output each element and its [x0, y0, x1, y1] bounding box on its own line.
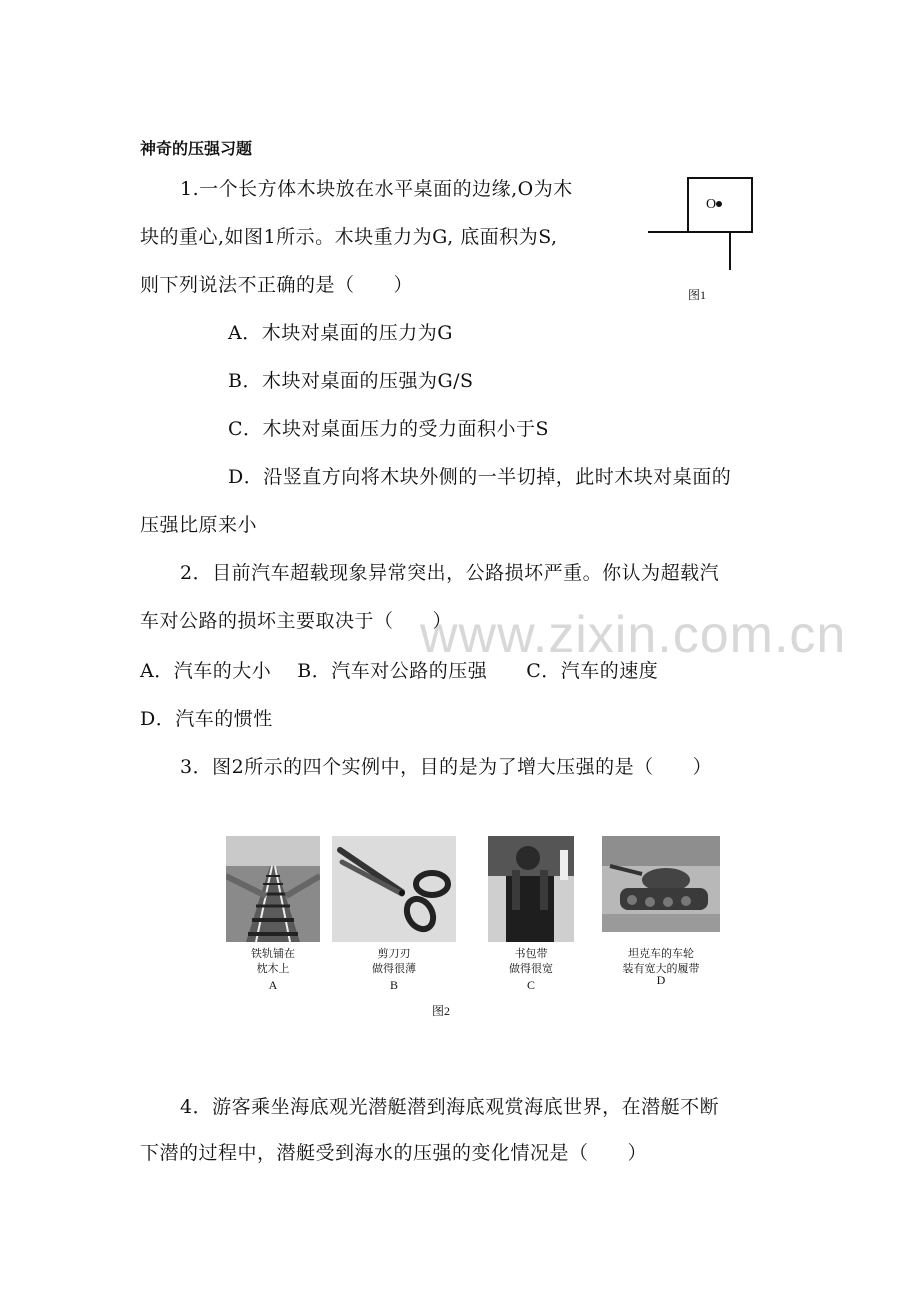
q2-options-line1: A．汽车的大小 B．汽车对公路的压强 C．汽车的速度: [140, 660, 659, 682]
schoolbag-picture: [488, 836, 574, 942]
center-of-gravity-dot: [716, 201, 722, 207]
tank-picture: [602, 836, 720, 932]
picture-b-label-line2: 做得很薄: [372, 962, 416, 975]
q1-option-a: A．木块对桌面的压力为G: [228, 322, 453, 344]
picture-a-label-line2: 枕木上: [256, 962, 290, 975]
picture-b-letter: B: [389, 978, 398, 992]
picture-c-label-line1: 书包带: [514, 947, 548, 960]
picture-d-label-line1: 坦克车的车轮: [628, 947, 694, 960]
q4-line1: 4．游客乘坐海底观光潜艇潜到海底观赏海底世界，在潜艇不断: [180, 1096, 720, 1118]
q2-options-line2: D．汽车的惯性: [140, 708, 273, 730]
q1-option-d-line1: D．沿竖直方向将木块外侧的一半切掉，此时木块对桌面的: [228, 466, 732, 488]
q3-line1: 3．图2所示的四个实例中，目的是为了增大压强的是（ ）: [180, 756, 713, 778]
q4-line2: 下潜的过程中，潜艇受到海水的压强的变化情况是（ ）: [140, 1142, 648, 1164]
railway-picture: [226, 836, 320, 942]
figure-1-point-label: O: [706, 197, 717, 212]
picture-c-label-line2: 做得很宽: [509, 962, 553, 975]
q2-line2: 车对公路的损坏主要取决于（ ）: [140, 610, 453, 632]
q1-option-b: B．木块对桌面的压强为G/S: [228, 370, 474, 392]
q2-line1: 2．目前汽车超载现象异常突出，公路损坏严重。你认为超载汽: [180, 562, 720, 584]
picture-d-letter: D: [656, 973, 666, 987]
picture-d-label-line2: 装有宽大的履带: [622, 962, 700, 975]
figure-1-caption: 图1: [688, 288, 707, 302]
picture-b-label-line1: 剪刀刃: [377, 947, 411, 960]
picture-a-label-line1: 铁轨铺在: [251, 947, 295, 960]
q1-line3: 则下列说法不正确的是（ ）: [140, 274, 414, 296]
scissors-picture: [332, 836, 456, 942]
figure-1-diagram: [648, 172, 758, 272]
picture-a-letter: A: [268, 978, 278, 992]
q1-line2: 块的重心,如图1所示。木块重力为G, 底面积为S,: [140, 226, 558, 248]
page-title: 神奇的压强习题: [140, 139, 253, 158]
q1-option-c: C．木块对桌面压力的受力面积小于S: [228, 418, 550, 440]
watermark: www.zixin.com.cn: [420, 606, 847, 664]
figure-2-caption: 图2: [432, 1004, 451, 1018]
picture-c-letter: C: [526, 978, 535, 992]
q1-option-d-line2: 压强比原来小: [140, 514, 258, 536]
q1-line1: 1.一个长方体木块放在水平桌面的边缘,O为木: [180, 178, 573, 200]
